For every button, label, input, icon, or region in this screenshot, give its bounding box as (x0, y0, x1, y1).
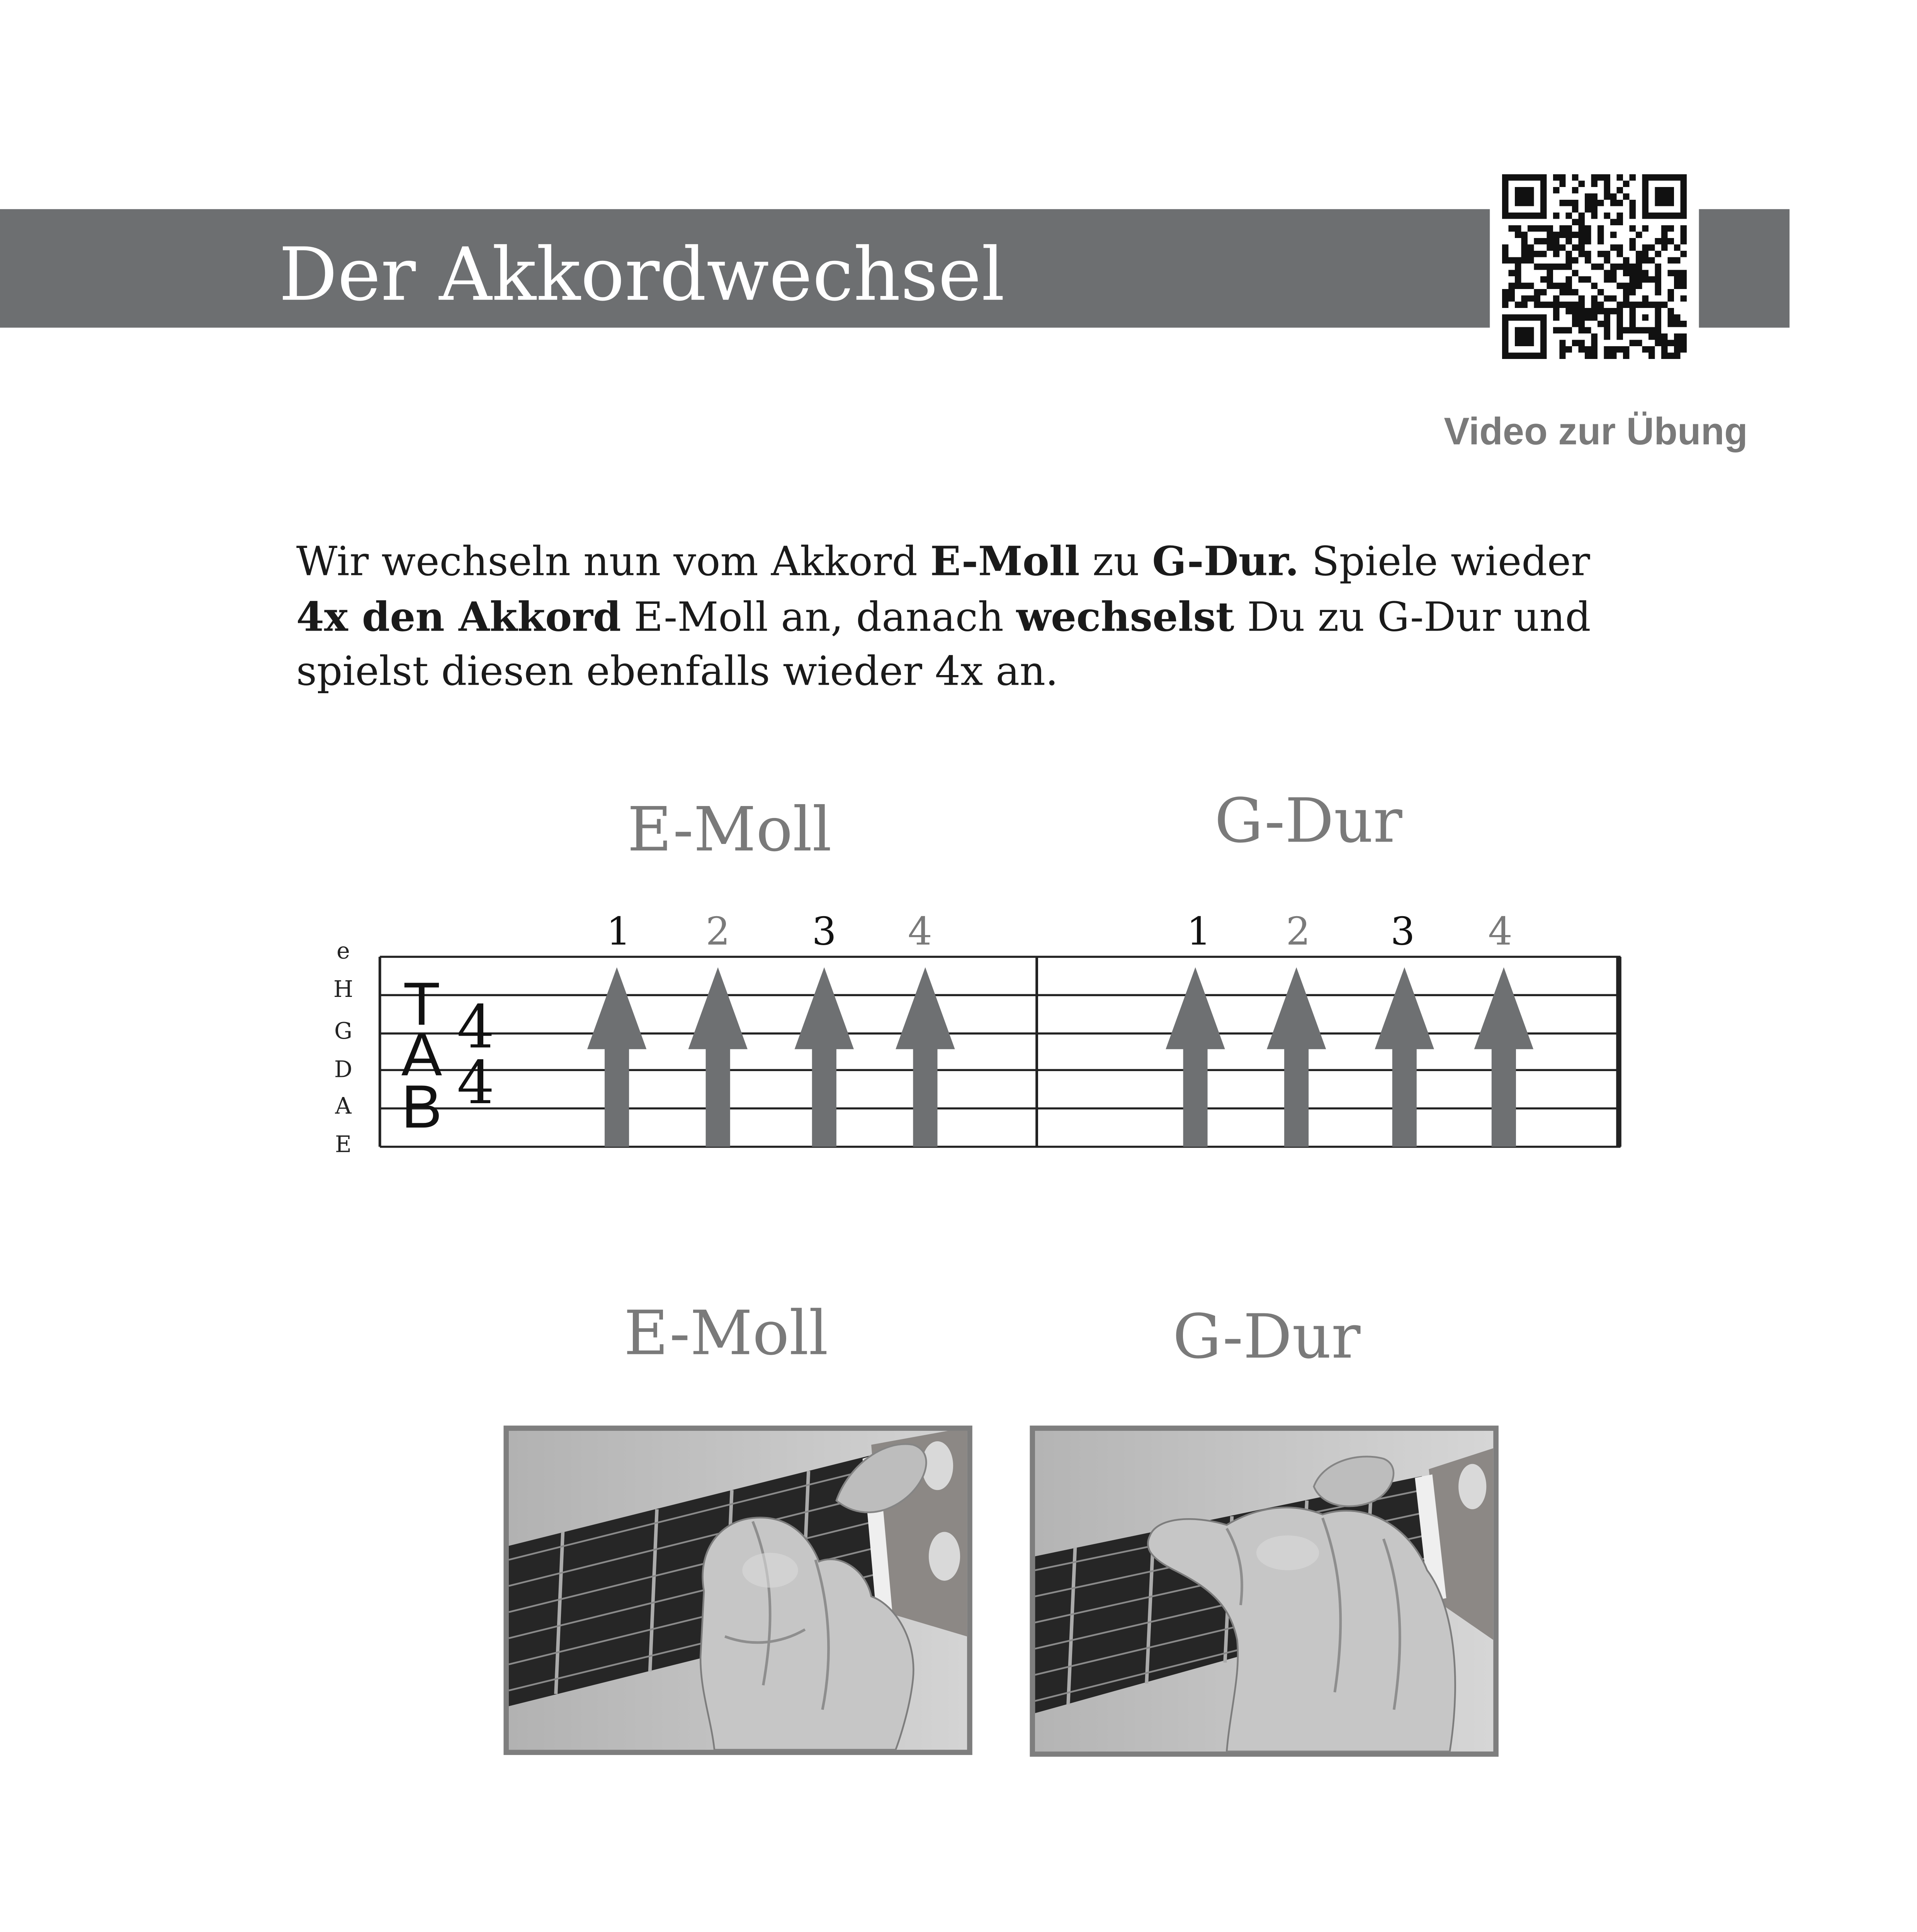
beat-number: 2 (1286, 909, 1310, 954)
text-run: Du zu G-Dur und (1234, 596, 1591, 641)
beat-number: 1 (606, 909, 631, 954)
string-label: E (335, 1131, 352, 1158)
text-line (296, 535, 1591, 591)
beat-number: 2 (705, 909, 730, 954)
g-dur-chord-image (1035, 1431, 1493, 1752)
text-run-bold: G-Dur. (1152, 538, 1299, 586)
text-run-bold: E-Moll (930, 538, 1080, 586)
time-signature-bottom: 4 (457, 1049, 495, 1118)
beat-number: 4 (1488, 909, 1513, 954)
beat-number: 4 (908, 909, 933, 954)
qr-modules (1502, 174, 1687, 359)
tab-clef-letter: T (403, 970, 440, 1038)
text-run-bold: wechselst (1016, 594, 1234, 641)
knuckle-highlight (742, 1553, 798, 1588)
text-line (296, 591, 1591, 646)
tuning-peg (929, 1532, 960, 1581)
video-qr-code-icon (1502, 174, 1687, 359)
staff-lines (380, 957, 1620, 1147)
page-title: Der Akkordwechsel (279, 231, 1005, 317)
e-moll-chord-image (509, 1431, 967, 1750)
strumming-tab (322, 898, 1647, 1159)
g-dur-chord-photo (1030, 1425, 1499, 1757)
text-run: Wir wechseln nun vom Akkord (296, 540, 930, 586)
string-label: G (334, 1018, 352, 1044)
beat-number: 1 (1186, 909, 1211, 954)
beat-number: 3 (1390, 909, 1415, 954)
tab-chord-label-g-dur: G-Dur (1214, 787, 1402, 858)
string-label: A (335, 1093, 352, 1119)
string-label: D (334, 1056, 353, 1083)
time-signature-top: 4 (457, 993, 495, 1062)
tab-clef-letter: A (401, 1020, 442, 1088)
text-run-bold: 4x den Akkord (296, 594, 621, 641)
text-run: zu (1079, 540, 1152, 586)
string-label: H (333, 976, 353, 1002)
tab-clef-letter: B (401, 1073, 442, 1141)
tab-chord-label-e-moll: E-Moll (627, 796, 832, 866)
intro-paragraph (296, 535, 1591, 701)
text-run: Spiele wieder (1299, 540, 1590, 586)
photo-label-g-dur: G-Dur (1173, 1303, 1361, 1374)
string-label: e (336, 937, 350, 964)
beat-number: 3 (812, 909, 836, 954)
e-moll-chord-photo (503, 1425, 972, 1755)
text-run: spielst diesen ebenfalls wieder 4x an. (296, 650, 1059, 696)
knuckle-highlight (1256, 1536, 1319, 1570)
text-line (296, 646, 1591, 701)
video-label: Video zur Übung (1444, 409, 1748, 453)
tuning-peg (1458, 1464, 1486, 1509)
text-run: E-Moll an, danach (621, 596, 1016, 641)
photo-label-e-moll: E-Moll (624, 1300, 828, 1370)
